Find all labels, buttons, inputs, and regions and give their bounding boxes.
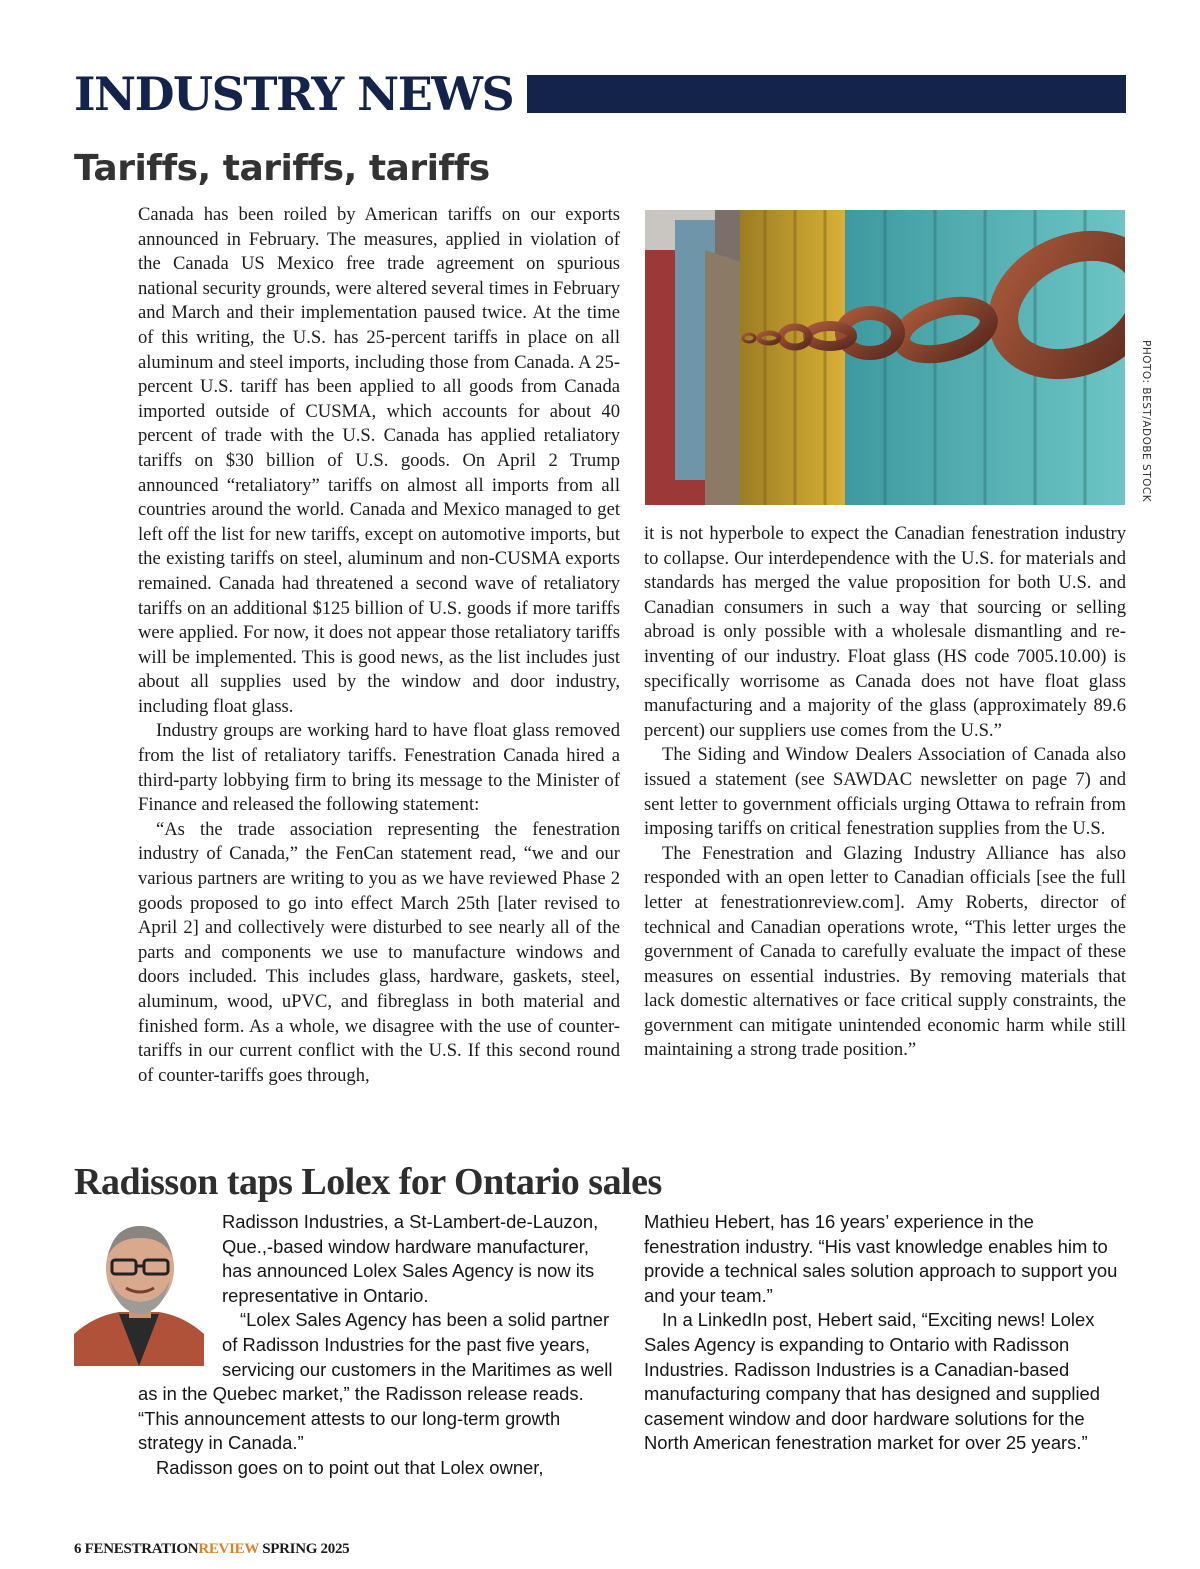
article2-paragraph: Mathieu Hebert, has 16 years’ experience in the fenestration industry. “His vast knowledge enables him to provide a technical sales solution approach to support you and your team.” [644,1211,1118,1306]
page-number: 6 [74,1541,82,1557]
footer-brand-fenestration: FENESTRATION [84,1541,199,1557]
footer-brand-review: REVIEW [198,1541,259,1557]
article1-column-left [138,203,620,1088]
article1-column-right [644,522,1126,1063]
article1-paragraph: The Siding and Window Dealers Association of Canada also issued a statement (see SAWDAC newsletter on page 7) and sent letter to government officials urging Ottawa to refrain from imposing tariffs on critical fenestration supplies from the U.S. [644,744,1126,840]
article2-column-right [644,1210,1130,1456]
article1-paragraph: Canada has been roiled by American tariffs on our exports announced in February. The measures, applied in violation of the Canada US Mexico free trade agreement on spurious national security grounds, were altered several times in February and March and their implementation paused twice. At the time of this writing, the U.S. has 25-percent tariffs in place on all aluminum and steel imports, including those from Canada. A 25-percent U.S. tariff has been applied to all goods from Canada imported outside of CUSMA, which accounts for about 40 percent of trade with the U.S. Canada has applied retaliatory tariffs on $30 billion of U.S. goods. On April 2 Trump announced “retaliatory” tariffs on almost all imports from all countries around the world. Canada and Mexico managed to get left off the list for new tariffs, except on automotive imports, but the existing tariffs on steel, aluminum and non-CUSMA exports remained. Canada had threatened a second wave of retaliatory tariffs on an additional $125 billion of U.S. goods if more tariffs were applied. For now, it does not appear those retaliatory tariffs will be implemented. This is good news, as the list includes just about all supplies used by the window and door industry, including float glass. [138,204,620,717]
page-footer [74,1541,349,1558]
section-title: INDUSTRY NEWS [74,67,514,121]
article1-paragraph: “As the trade association representing the fenestration industry of Canada,” the FenCan statement read, “we and our various partners are writing to you as we have reviewed Phase 2 goods proposed to go into effect March 25th [later revised to April 2] and collectively were disturbed to see nearly all of the parts and components we use to manufacture windows and doors included. This includes glass, hardware, gaskets, steel, aluminum, wood, uPVC, and fibreglass in both material and finished form. As a whole, we disagree with the use of counter-tariffs in our current conflict with the U.S. If this second round of counter-tariffs goes through, [138,818,620,1086]
footer-issue: SPRING 2025 [262,1541,350,1557]
article1-paragraph: it is not hyperbole to expect the Canadian fenestration industry to collapse. Our interdependence with the U.S. for materials and standards has merged the value proposition for both U.S. and Canadian consumers in such a way that sourcing or selling abroad is only possible with a wholesale dismantling and re-inventing of our industry. Float glass (HS code 7005.10.00) is specifically worrisome as Canada does not have float glass manufacturing and a majority of the glass (approximately 89.6 percent) our suppliers use comes from the U.S.” [644,523,1126,741]
section-rule [527,75,1126,113]
article2-paragraph: “Lolex Sales Agency has been a solid partner of Radisson Industries for the past five years, servicing our customers in the Maritimes as well as in the Quebec market,” the Radisson release reads. “This announcement attests to our long-term growth strategy in Canada.” [138,1309,613,1454]
article2-paragraph: Radisson goes on to point out that Lolex owner, [156,1456,544,1478]
article-headline-tariffs: Tariffs, tariffs, tariffs [74,148,490,189]
article1-paragraph: The Fenestration and Glazing Industry Alliance has also responded with an open letter to Canadian officials [see the full letter at fenestrationreview.com]. Amy Roberts, director of technical and Canadian operations wrote, “This letter urges the government of Canada to carefully evaluate the impact of these measures on essential industries. By removing materials that lack domestic alternatives or face critical supply constraints, the government can mitigate unintended economic harm while still maintaining a strong trade position.” [644,842,1126,1061]
portrait-wrap-space [138,1210,222,1382]
article-headline-radisson: Radisson taps Lolex for Ontario sales [74,1161,662,1203]
article1-paragraph: Industry groups are working hard to have float glass removed from the list of retaliatory tariffs. Fenestration Canada hired a third-party lobbying firm to bring its message to the Minister of Finance and released the following statement: [138,720,620,816]
photo-credit: PHOTO: BEST/ADOBE STOCK [1140,340,1152,503]
article2-paragraph: In a LinkedIn post, Hebert said, “Exciting news! Lolex Sales Agency is expanding to Ontario with Radisson Industries. Radisson Industries is a Canadian-based manufacturing company that has designed and supplied casement window and door hardware solutions for the North American fenestration market for over 25 years.” [644,1309,1100,1454]
chain-containers-photo [645,210,1125,505]
section-header [74,66,1126,122]
article2-paragraph: Radisson Industries, a St-Lambert-de-Lauzon, Que.,-based window hardware manufacturer, has announced Lolex Sales Agency is now its representative in Ontario. [222,1211,599,1306]
article2-column-left [138,1210,620,1481]
